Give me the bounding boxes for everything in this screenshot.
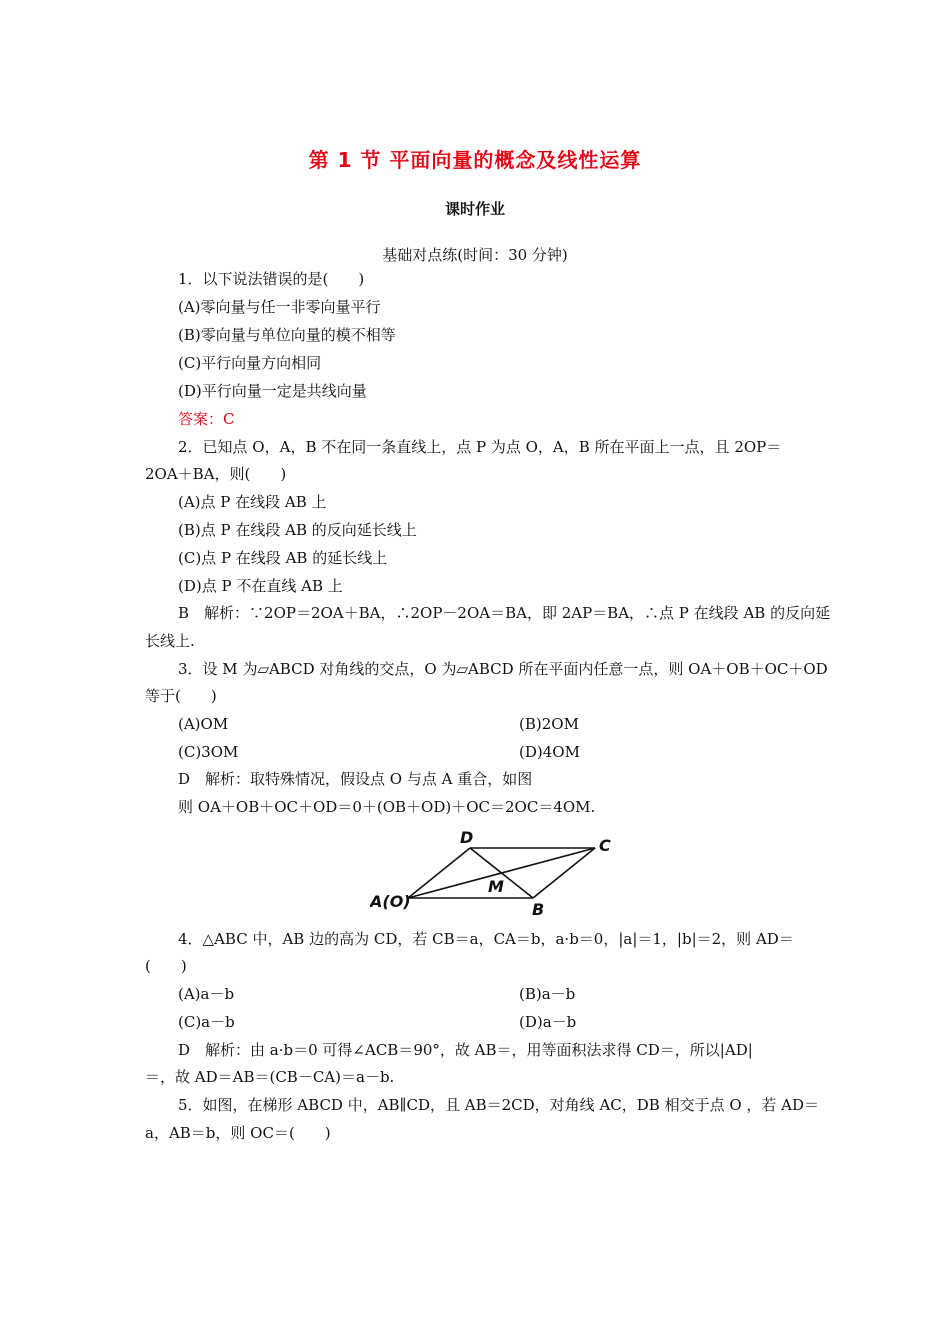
- text-line-q1ans: 答案：C: [178, 410, 235, 428]
- text-line-q3c: (C)3OM: [178, 743, 239, 761]
- text-line-q3d: (D)4OM: [519, 743, 580, 761]
- label-b: B: [532, 900, 545, 919]
- text-line-q2a: (A)点 P 在线段 AB 上: [178, 493, 327, 511]
- text-line-q1a: (A)零向量与任一非零向量平行: [178, 298, 381, 316]
- text-line-q4l2: ( ): [145, 957, 187, 975]
- text-line-q1d: (D)平行向量一定是共线向量: [178, 382, 367, 400]
- text-line-q3l2: 等于( ): [145, 687, 217, 705]
- text-line-q4s2: ＝，故 AD＝AB＝(CB－CA)＝a－b.: [145, 1068, 395, 1086]
- label-m: M: [488, 877, 504, 896]
- text-line-q2d: (D)点 P 不在直线 AB 上: [178, 577, 343, 595]
- text-line-q3s1: D 解析：取特殊情况，假设点 O 与点 A 重合，如图: [178, 770, 533, 788]
- text-line-q3s2: 则 OA＋OB＋OC＋OD＝0＋(OB＋OD)＋OC＝2OC＝4OM.: [178, 798, 596, 816]
- text-line-q3a: (A)OM: [178, 715, 229, 733]
- text-line-q2c: (C)点 P 在线段 AB 的延长线上: [178, 549, 388, 567]
- page-subtitle: 课时作业: [444, 200, 505, 218]
- page-title: 第 1 节 平面向量的概念及线性运算: [308, 148, 642, 172]
- label-c: C: [599, 836, 611, 855]
- text-line-q3l1: 3．设 M 为▱ABCD 对角线的交点，O 为▱ABCD 所在平面内任意一点，则 OA＋OB＋OC＋OD: [178, 660, 828, 678]
- text-line-q3b: (B)2OM: [519, 715, 579, 733]
- text-line-q4c: (C)a－b: [178, 1013, 235, 1031]
- label-a-o: A(O): [370, 892, 411, 911]
- text-line-q1b: (B)零向量与单位向量的模不相等: [178, 326, 396, 344]
- text-line-q5l1: 5．如图，在梯形 ABCD 中，AB∥CD，且 AB＝2CD，对角线 AC，DB 相交于点 O ，若 AD＝: [178, 1096, 820, 1114]
- text-line-q4b: (B)a－b: [519, 985, 576, 1003]
- text-line-q4a: (A)a－b: [178, 985, 235, 1003]
- text-line-q2b: (B)点 P 在线段 AB 的反向延长线上: [178, 521, 417, 539]
- text-line-q4d: (D)a－b: [519, 1013, 577, 1031]
- text-line-q2l2: 2OA＋BA，则( ): [145, 465, 287, 483]
- text-line-q5l2: a，AB＝b，则 OC＝( ): [145, 1124, 331, 1142]
- text-line-q4l1: 4．△ABC 中，AB 边的高为 CD，若 CB＝a，CA＝b，a·b＝0，|a|＝1，|b|＝2，则 AD＝: [178, 930, 794, 948]
- parallelogram-figure: [370, 826, 620, 926]
- text-line-q2l1: 2．已知点 O，A，B 不在同一条直线上，点 P 为点 O，A，B 所在平面上一点，且 2OP＝: [178, 438, 782, 456]
- text-line-q2s2: 长线上.: [145, 632, 195, 650]
- text-line-q4s1: D 解析：由 a·b＝0 可得∠ACB＝90°，故 AB＝，用等面积法求得 CD＝，所以|AD|: [178, 1041, 753, 1059]
- text-line-q2s1: B 解析：∵2OP＝2OA＋BA，∴2OP－2OA＝BA，即 2AP＝BA，∴点 P 在线段 AB 的反向延: [178, 604, 831, 622]
- text-line-q1c: (C)平行向量方向相同: [178, 354, 322, 372]
- label-d: D: [460, 828, 474, 847]
- section-heading: 基础对点练(时间：30 分钟): [382, 246, 568, 264]
- text-line-q1: 1．以下说法错误的是( ): [178, 270, 365, 288]
